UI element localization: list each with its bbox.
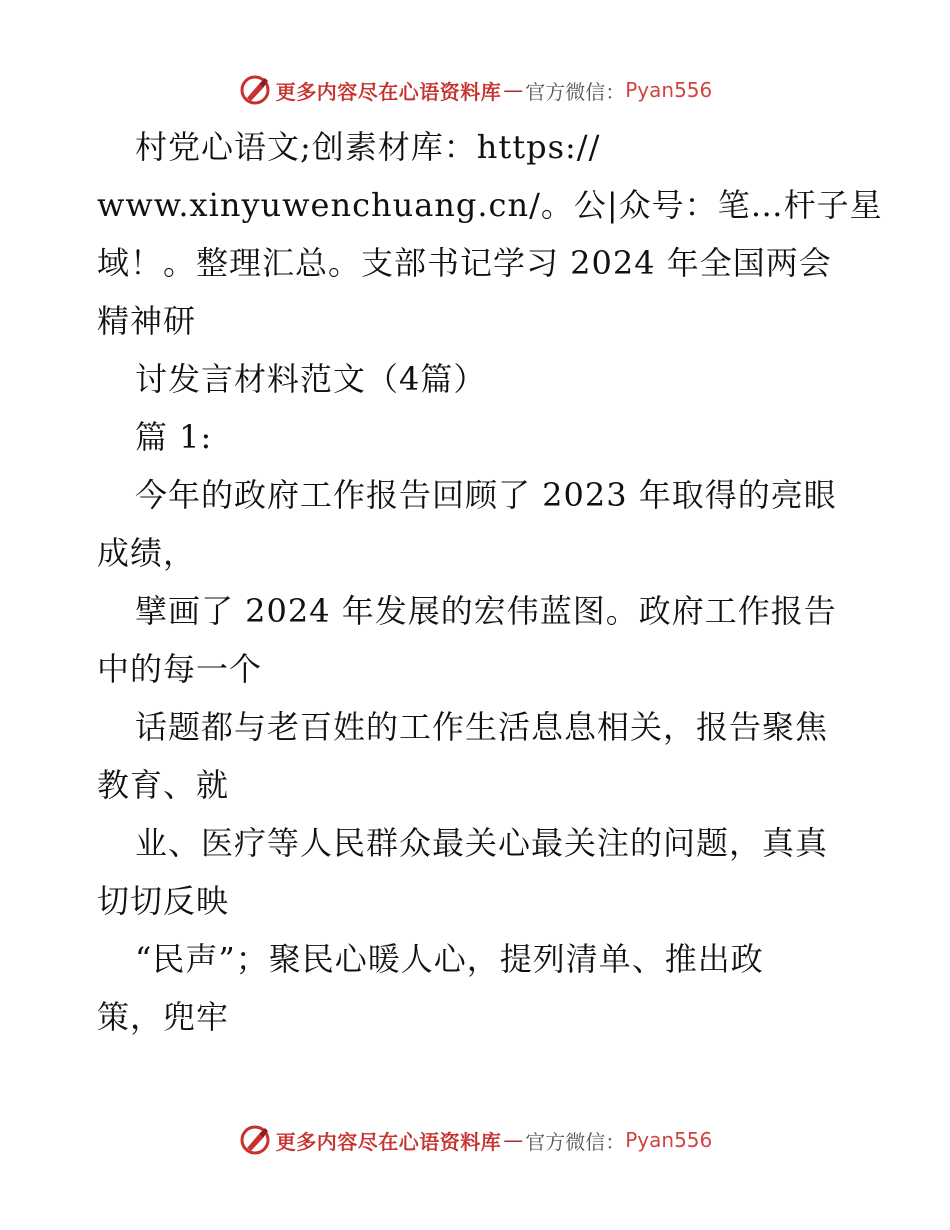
document-title: 讨发言材料范文（4篇） <box>135 360 487 398</box>
body-line-4: 精神研 <box>97 302 197 340</box>
body-line-16: 策，兜牢 <box>97 998 230 1036</box>
body-line-12: 教育、就 <box>97 766 230 804</box>
footer-dash: — <box>503 1128 524 1152</box>
pen-logo-icon <box>238 73 272 107</box>
body-line-10: 中的每一个 <box>97 650 263 688</box>
banner-official-label: 官方微信： <box>525 79 626 104</box>
document-body <box>97 118 883 1046</box>
body-line-1: 村党心语文;创素材库：https:// <box>135 128 601 166</box>
body-line-13: 业、医疗等人民群众最关心最关注的问题，真真 <box>135 824 829 862</box>
body-line-8: 成绩， <box>97 534 197 572</box>
footer-wechat-handle: Pyan556 <box>625 1128 713 1152</box>
footer-brand-text: 更多内容尽在心语资料库 <box>275 1129 502 1154</box>
header-banner <box>0 68 950 112</box>
banner-brand-text: 更多内容尽在心语资料库 <box>275 79 502 104</box>
body-line-15: “民声”；聚民心暖人心，提列清单、推出政 <box>135 940 764 978</box>
body-line-7: 今年的政府工作报告回顾了 2023 年取得的亮眼 <box>135 476 837 514</box>
body-line-11: 话题都与老百姓的工作生活息息相关，报告聚焦 <box>135 708 829 746</box>
banner-dash: — <box>503 78 524 102</box>
body-line-14: 切切反映 <box>97 882 230 920</box>
body-line-9: 擘画了 2024 年发展的宏伟蓝图。政府工作报告 <box>135 592 837 630</box>
body-line-2: www.xinyuwenchuang.cn/。公|众号：笔…杆子星 <box>97 186 883 224</box>
banner-wechat-handle: Pyan556 <box>625 78 713 102</box>
footer-official-label: 官方微信： <box>525 1129 626 1154</box>
pen-logo-icon <box>238 1123 272 1157</box>
footer-banner <box>0 1118 950 1162</box>
body-line-3: 域！。整理汇总。支部书记学习 2024 年全国两会 <box>97 244 832 282</box>
section-heading: 篇 1: <box>135 418 213 456</box>
